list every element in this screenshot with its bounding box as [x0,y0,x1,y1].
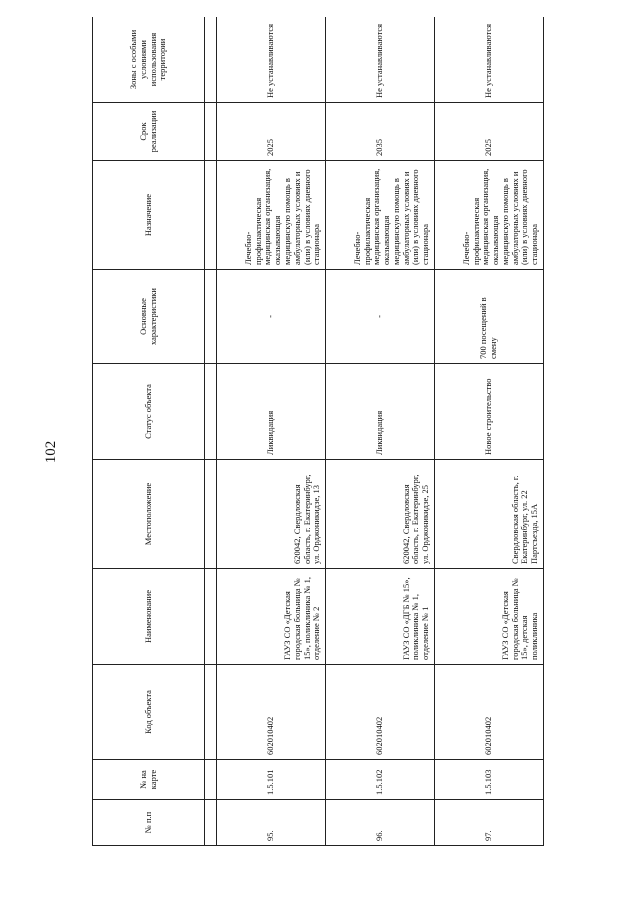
cell-purpose: Лечебно-профилактическая медицинская организация, оказывающая медицинскую помощь в амбулаторных условиях и (или) в условиях дневного стационара [217,161,326,270]
table-spacer-row [205,17,217,846]
cell-term: 2025 [435,103,544,161]
cell-purpose: Лечебно-профилактическая медицинская организация, оказывающая медицинскую помощь в амбулаторных условиях и (или) в условиях дневного стационара [326,161,435,270]
cell-num: 95. [217,800,326,846]
col-header-code: Код объекта [93,665,205,760]
cell-zones: Не устанавливаются [326,17,435,103]
cell-status: Ликвидация [217,364,326,460]
objects-table [92,17,544,846]
cell-location: Свердловская область, г. Екатеринбург, ул. 22 Партсъезда, 15А [435,460,544,569]
cell-term: 2035 [326,103,435,161]
col-header-term: Срок реализации [93,103,205,161]
cell-name: ГАУЗ СО «Детская городская больница № 15», детская поликлиника [435,569,544,665]
cell-zones: Не устанавливаются [435,17,544,103]
cell-characteristics: 700 посещений в смену [435,270,544,364]
cell-status: Новое строительство [435,364,544,460]
table-viewport [92,17,544,846]
cell-characteristics: - [217,270,326,364]
table-header-row [93,17,205,846]
page-number: 102 [42,440,59,464]
cell-zones: Не устанавливаются [217,17,326,103]
table-rotated-container [92,17,544,846]
col-header-status: Статус объекта [93,364,205,460]
col-header-characteristics: Основные характеристики [93,270,205,364]
table-row [217,17,326,846]
cell-term: 2025 [217,103,326,161]
col-header-name: Наименование [93,569,205,665]
table-row [326,17,435,846]
cell-num: 97. [435,800,544,846]
col-header-zones: Зоны с особыми условиями использования территории [93,17,205,103]
cell-map-no: 1.5.102 [326,760,435,800]
table-row [435,17,544,846]
col-header-map-no: № на карте [93,760,205,800]
cell-map-no: 1.5.103 [435,760,544,800]
cell-code: 602010402 [217,665,326,760]
cell-location: 620042, Свердловская область, г. Екатеринбург, ул. Орджоникидзе, 25 [326,460,435,569]
cell-characteristics: - [326,270,435,364]
cell-code: 602010402 [326,665,435,760]
cell-name: ГАУЗ СО «ДГБ № 15», поликлиника № 1, отделение № 1 [326,569,435,665]
cell-status: Ликвидация [326,364,435,460]
col-header-num: № п.п [93,800,205,846]
cell-purpose: Лечебно-профилактическая медицинская организация, оказывающая медицинскую помощь в амбулаторных условиях и (или) в условиях дневного стационара [435,161,544,270]
col-header-location: Местоположение [93,460,205,569]
cell-code: 602010402 [435,665,544,760]
cell-num: 96. [326,800,435,846]
cell-location: 620042, Свердловская область, г. Екатеринбург, ул. Орджоникидзе, 13 [217,460,326,569]
cell-name: ГАУЗ СО «Детская городская больница № 15», поликлиника № 1, отделение № 2 [217,569,326,665]
col-header-purpose: Назначение [93,161,205,270]
cell-map-no: 1.5.101 [217,760,326,800]
